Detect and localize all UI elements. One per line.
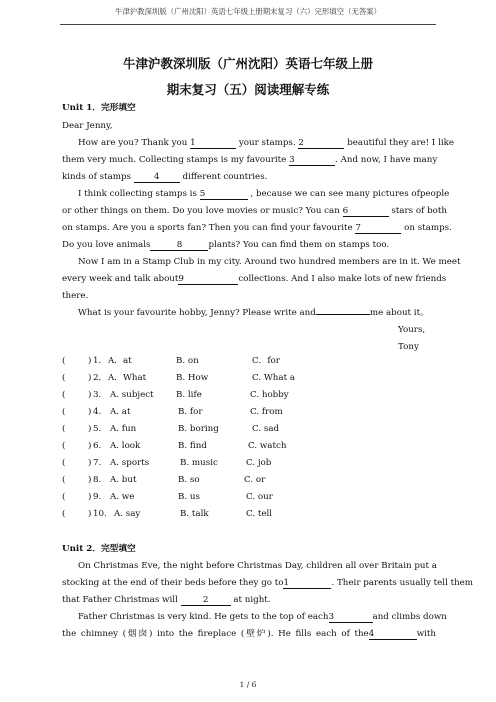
option-c: C. from bbox=[250, 407, 283, 417]
unit1-p1-line3: kinds of stamps 4 different countries. bbox=[62, 172, 268, 182]
option-c: C. or bbox=[244, 475, 266, 485]
unit2-p1-line2: stocking at the end of their beds before they go to1 . Their parents usually tell them bbox=[62, 578, 474, 588]
option-b: B. How bbox=[176, 373, 209, 383]
unit1-heading: Unit 1．完形填空 bbox=[62, 103, 136, 113]
blank-u2-3: 3 bbox=[329, 612, 373, 623]
page-header: 牛津沪教深圳版（广州沈阳）英语七年级上册期末复习（六）完形填空（无答案） bbox=[114, 7, 382, 16]
option-b: B. so bbox=[178, 475, 200, 485]
option-b: B. us bbox=[178, 492, 200, 502]
blank-10 bbox=[316, 314, 370, 315]
unit2-heading: Unit 2．完型填空 bbox=[62, 544, 136, 554]
doc-title: 牛津沪教深圳版（广州沈阳）英语七年级上册 bbox=[122, 56, 373, 71]
blank-2: 2 bbox=[298, 138, 344, 149]
option-c: C．for bbox=[252, 356, 280, 366]
option-a: A. sports bbox=[110, 458, 150, 468]
option-b: B. find bbox=[178, 441, 207, 451]
option-c: C. What a bbox=[252, 373, 295, 383]
blank-7: 7 bbox=[355, 223, 401, 234]
blank-3: 3 bbox=[289, 155, 335, 166]
unit1-p2-line1: I think collecting stamps is 5 , because we can see many pictures ofpeople bbox=[78, 189, 450, 199]
option-a: A．What bbox=[108, 373, 147, 383]
blank-u2-2: 2 bbox=[181, 595, 231, 606]
option-a: A. but bbox=[110, 475, 137, 485]
greeting: Dear Jenny, bbox=[62, 121, 113, 131]
blank-5: 5 bbox=[200, 189, 248, 200]
unit2-p1-line1: On Christmas Eve, the night before Christmas Day, children all over Britain put a bbox=[78, 561, 437, 571]
option-a: A. at bbox=[110, 407, 131, 417]
option-a: A. we bbox=[110, 492, 135, 502]
unit1-p3-line2: every week and talk about9 collections. And I also make lots of new friends bbox=[62, 274, 447, 284]
closing: Yours, bbox=[398, 325, 426, 335]
blank-6: 6 bbox=[343, 206, 389, 217]
unit1-p3-line3: there. bbox=[62, 291, 89, 301]
option-b: B. for bbox=[178, 407, 203, 417]
option-c: C. watch bbox=[248, 441, 287, 451]
option-c: C. sad bbox=[252, 424, 280, 434]
option-a: A. fun bbox=[110, 424, 137, 434]
option-b: B. life bbox=[176, 390, 202, 400]
unit1-p1-line1: How are you? Thank you 1 your stamps. 2 beautiful they are! I like bbox=[78, 138, 455, 148]
blank-9: 9 bbox=[178, 274, 238, 285]
unit1-p2-line4: Do you love animals 8 plants? You can find them on stamps too. bbox=[62, 240, 390, 250]
header-rule bbox=[60, 24, 436, 25]
option-b: B. music bbox=[180, 458, 218, 468]
blank-u2-1: 1 bbox=[283, 578, 331, 589]
page-number: 1 / 6 bbox=[239, 680, 257, 689]
unit2-p2-line1: Father Christmas is very kind. He gets to the top of each3 and climbs down bbox=[78, 612, 447, 622]
option-a: A. say bbox=[114, 509, 141, 519]
option-c: C. our bbox=[246, 492, 273, 502]
blank-4: 4 bbox=[134, 172, 180, 183]
blank-8: 8 bbox=[150, 240, 208, 251]
blank-1: 1 bbox=[190, 138, 236, 149]
unit1-p4-line1: What is your favourite hobby, Jenny? Please write and me about it。 bbox=[78, 308, 429, 318]
option-c: C. job bbox=[246, 458, 272, 468]
option-b: B. boring bbox=[178, 424, 219, 434]
unit1-p1-line2: them very much. Collecting stamps is my favourite 3 . And now, I have many bbox=[62, 155, 438, 165]
signature: Tony bbox=[398, 342, 419, 352]
doc-subtitle: 期末复习（五）阅读理解专练 bbox=[166, 82, 330, 97]
option-a: A. look bbox=[110, 441, 141, 451]
option-c: C. tell bbox=[246, 509, 273, 519]
unit1-p2-line2: or other things on them. Do you love movies or music? You can 6 stars of both bbox=[62, 206, 447, 216]
unit2-p1-line3: that Father Christmas will 2 at night. bbox=[62, 595, 271, 605]
unit1-p3-line1: Now I am in a Stamp Club in my city. Around two hundred members are in it. We meet bbox=[78, 257, 461, 267]
blank-u2-4: 4 bbox=[369, 629, 417, 640]
unit1-p2-line3: on stamps. Are you a sports fan? Then you can find your favourite 7 on stamps. bbox=[62, 223, 452, 233]
unit2-p2-line2: the chimney (烟囱) into the fireplace (壁炉). He fills each of the4 with bbox=[62, 629, 436, 639]
option-a: A．at bbox=[108, 356, 132, 366]
option-b: B. talk bbox=[180, 509, 209, 519]
option-c: C. hobby bbox=[250, 390, 289, 400]
option-a: A. subject bbox=[110, 390, 154, 400]
option-b: B. on bbox=[176, 356, 199, 366]
